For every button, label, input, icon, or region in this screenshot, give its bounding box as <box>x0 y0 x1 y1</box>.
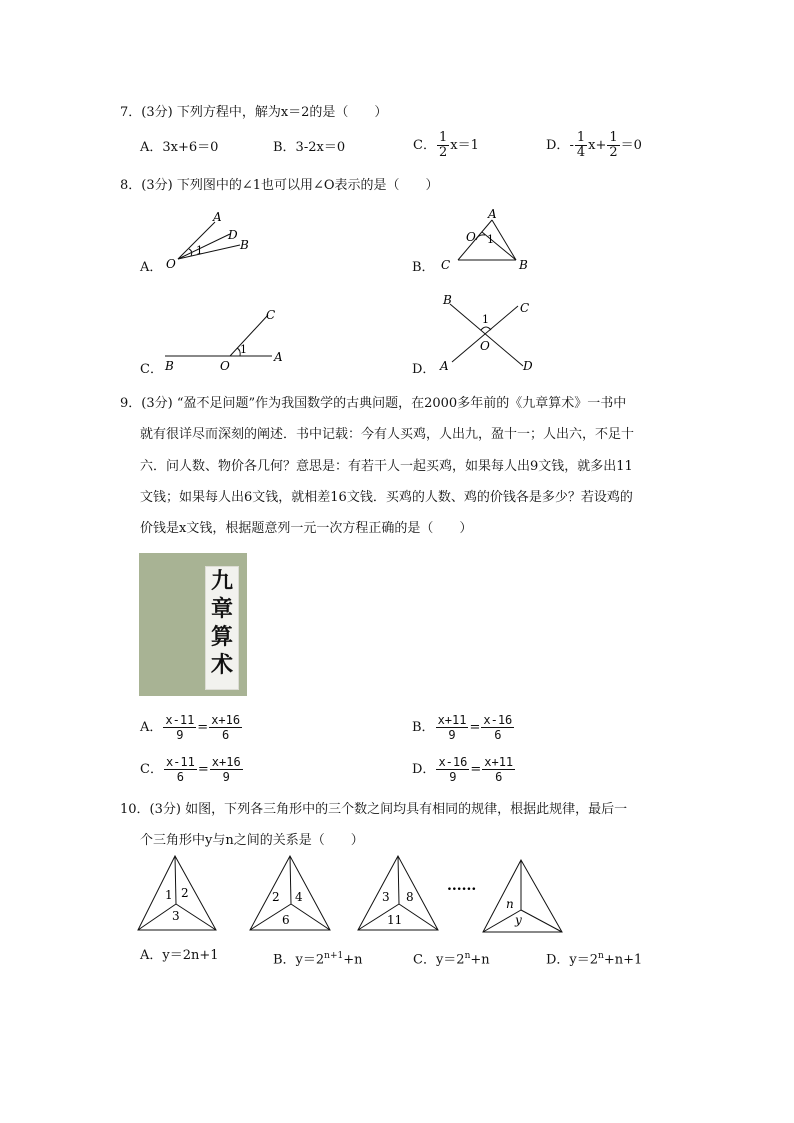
q10-option-b[interactable]: B．$y=2^{n+1}+n$ <box>273 951 363 968</box>
q7-c-fraction: $\frac{1}{2}$ <box>438 130 448 160</box>
q8-option-c-label[interactable]: C． <box>140 362 163 377</box>
q9-option-b[interactable]: B． $\frac{x+11}{9}$ = $\frac{x-16}{6}$ <box>412 713 513 742</box>
q10-triangles <box>130 852 580 938</box>
tri2-left: 2 <box>272 890 280 904</box>
fig-c-angle-1: 1 <box>240 343 247 356</box>
q8-option-d-label[interactable]: D． <box>412 362 436 377</box>
fig-a-label-a: A <box>213 210 222 224</box>
fig-a-label-o: O <box>166 257 176 271</box>
q7-d-label: D． <box>546 138 570 153</box>
q7-d-fraction-1: $\frac{1}{4}$ <box>576 130 586 160</box>
q7-stem: 7．(3分) 下列方程中，解为x＝2的是（ ） <box>120 105 388 120</box>
fig-c-label-a: A <box>274 350 283 364</box>
triangle-2 <box>250 856 330 930</box>
fig-d-label-c: C <box>520 301 530 315</box>
q9-line-4: 文钱；如果每人出6文钱，就相差16文钱．买鸡的人数、鸡的价钱各是多少？若设鸡的 <box>140 490 633 505</box>
q9-line-2: 就有很详尽而深刻的阐述．书中记载：今有人买鸡，人出九，盈十一；人出六，不足十 <box>140 427 635 442</box>
fig-c-label-c: C <box>266 308 276 322</box>
tri2-right: 4 <box>295 890 303 904</box>
q7-d-mid: x+ <box>588 138 607 153</box>
q9-option-a[interactable]: A． $\frac{x-11}{9}$ = $\frac{x+16}{6}$ <box>140 713 241 742</box>
q8-stem: 8．(3分) 下列图中的∠1也可以用∠O表示的是（ ） <box>120 178 439 193</box>
q7-d-sign: - <box>569 138 574 153</box>
tri1-left: 1 <box>165 888 173 902</box>
fig-d-label-o: O <box>480 339 490 353</box>
q10-line-2: 个三角形中y与n之间的关系是（ ） <box>140 833 364 848</box>
fig-d-angle-1: 1 <box>482 313 489 326</box>
tri4-y: y <box>515 913 522 927</box>
q9-line-5: 价钱是x文钱，根据题意列一元一次方程正确的是（ ） <box>140 521 473 536</box>
tri3-bottom: 11 <box>387 913 403 927</box>
q8-figure-c[interactable] <box>160 302 290 374</box>
tri2-bottom: 6 <box>282 913 290 927</box>
triangle-1 <box>138 856 216 930</box>
q8-option-a-label[interactable]: A． <box>140 260 163 275</box>
ellipsis: ...... <box>447 878 477 894</box>
fig-d-label-a: A <box>440 359 449 373</box>
q10-line-1: 10．(3分) 如图，下列各三角形中的三个数之间均具有相同的规律，根据此规律，最后一 <box>120 802 628 817</box>
q8-figure-d[interactable] <box>430 290 550 376</box>
fig-a-angle-1: 1 <box>196 244 203 257</box>
triangle-3 <box>358 856 438 930</box>
q8-option-b-label[interactable]: B． <box>412 260 435 275</box>
tri1-bottom: 3 <box>172 909 180 923</box>
q10-option-c[interactable]: C．$y=2^n+n$ <box>413 951 490 968</box>
q9-line-1: 9．(3分) “盈不足问题”作为我国数学的古典问题，在2000多年前的《九章算术》一书中 <box>120 396 627 411</box>
fig-b-label-b: B <box>519 258 528 272</box>
tri4-n: n <box>506 897 514 911</box>
fig-c-label-b: B <box>165 359 174 373</box>
q7-d-tail: ＝0 <box>620 138 642 153</box>
q9-option-c[interactable]: C． $\frac{x-11}{6}$ = $\frac{x+16}{9}$ <box>140 755 241 784</box>
q10-option-a[interactable]: A．y＝2n+1 <box>140 948 219 963</box>
q7-d-fraction-2: $\frac{1}{2}$ <box>609 130 618 160</box>
fig-b-label-c: C <box>441 258 451 272</box>
fig-a-label-b: B <box>240 238 249 252</box>
q7-option-a[interactable]: A．3x+6＝0 <box>140 140 219 155</box>
q8-figure-b[interactable] <box>430 204 540 276</box>
fig-a-label-d: D <box>228 228 238 242</box>
q7-c-label: C． <box>413 138 436 153</box>
tri3-right: 8 <box>406 890 414 904</box>
q9-line-3: 六．问人数、物价各几何？意思是：有若干人一起买鸡，如果每人出9文钱，就多出11 <box>140 459 633 474</box>
fig-d-label-d: D <box>523 359 533 373</box>
q8-figure-a[interactable] <box>160 208 260 278</box>
book-cover-title: 九 章 算 术 <box>205 566 239 690</box>
fig-b-label-o: O <box>466 230 476 244</box>
q7-option-b[interactable]: B．3-2x＝0 <box>273 140 346 155</box>
fig-c-label-o: O <box>220 359 230 373</box>
q7-c-tail: x＝1 <box>450 138 479 153</box>
fig-b-label-a: A <box>488 207 497 221</box>
q10-option-d[interactable]: D．$y=2^n+n+1$ <box>546 951 643 968</box>
triangle-4 <box>483 860 562 932</box>
tri1-right: 2 <box>181 886 189 900</box>
fig-b-angle-1: 1 <box>487 233 494 246</box>
q7-option-d[interactable] <box>546 131 642 160</box>
q9-option-d[interactable]: D． $\frac{x-16}{9}$ = $\frac{x+11}{6}$ <box>412 755 514 784</box>
q7-option-c[interactable] <box>413 131 479 160</box>
fig-d-label-b: B <box>443 293 452 307</box>
tri3-left: 3 <box>382 890 390 904</box>
